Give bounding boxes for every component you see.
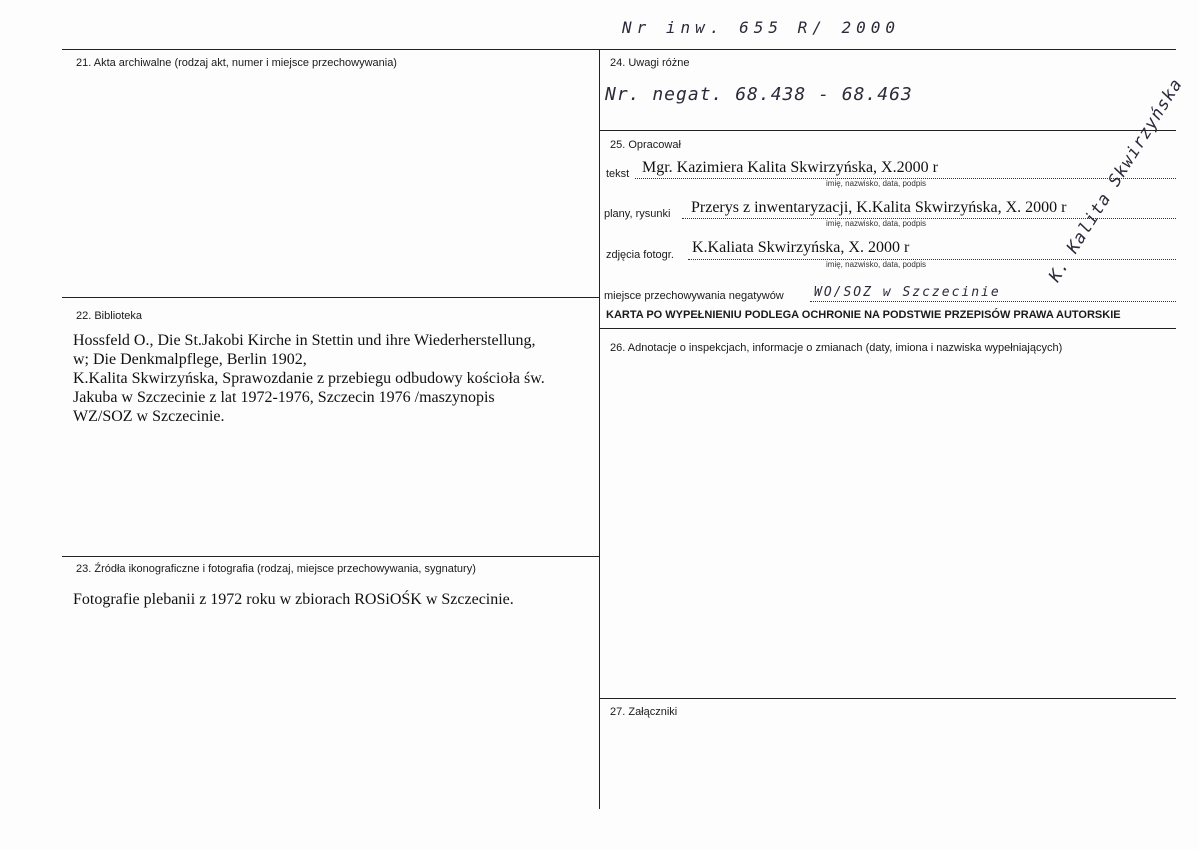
negatives-location-dotline bbox=[810, 301, 1176, 302]
section-24-label: 24. Uwagi różne bbox=[610, 57, 690, 69]
signature: K. Kalita Skwirzyńska bbox=[1045, 74, 1187, 286]
bibliography-line: Hossfeld O., Die St.Jakobi Kirche in Stettin und ihre Wiederherstellung, bbox=[73, 332, 536, 349]
section-23-label: 23. Źródła ikonograficzne i fotografia (rodzaj, miejsce przechowywania, sygnatury) bbox=[76, 563, 476, 575]
negatives-location-label: miejsce przechowywania negatywów bbox=[604, 290, 784, 302]
section-26-label: 26. Adnotacje o inspekcjach, informacje o zmianach (daty, imiona i nazwiska wypełniających) bbox=[610, 342, 1063, 354]
bibliography-line: w; Die Denkmalpflege, Berlin 1902, bbox=[73, 351, 307, 368]
text-row-sublabel: imię, nazwisko, data, podpis bbox=[826, 179, 927, 188]
rule-21-22 bbox=[62, 297, 599, 298]
plans-row-sublabel: imię, nazwisko, data, podpis bbox=[826, 219, 927, 228]
plans-row-label: plany, rysunki bbox=[604, 208, 671, 220]
negatives-number-handwritten: Nr. negat. 68.438 - 68.463 bbox=[605, 84, 913, 105]
text-row-label: tekst bbox=[606, 168, 630, 180]
photos-row-sublabel: imię, nazwisko, data, podpis bbox=[826, 260, 927, 269]
bibliography-line: Jakuba w Szczecinie z lat 1972-1976, Szczecin 1976 /maszynopis bbox=[73, 389, 495, 406]
bibliography-line: WZ/SOZ w Szczecinie. bbox=[73, 408, 225, 425]
inventory-note: Nr inw. 655 R/ 2000 bbox=[622, 18, 901, 37]
rule-25-26 bbox=[599, 328, 1176, 329]
rule-26-27 bbox=[599, 698, 1176, 699]
section-22-label: 22. Biblioteka bbox=[76, 310, 143, 322]
photos-row-label: zdjęcia fotogr. bbox=[606, 249, 674, 261]
center-divider bbox=[599, 49, 600, 809]
photos-row-dotline bbox=[688, 259, 1176, 260]
rule-24-25 bbox=[599, 130, 1176, 131]
bibliography-line: K.Kalita Skwirzyńska, Sprawozdanie z przebiegu odbudowy kościoła św. bbox=[73, 370, 545, 387]
plans-row-value: Przerys z inwentaryzacji, K.Kalita Skwirzyńska, X. 2000 r bbox=[691, 199, 1067, 216]
section-21-label: 21. Akta archiwalne (rodzaj akt, numer i miejsce przechowywania) bbox=[76, 57, 397, 69]
photos-row-value: K.Kaliata Skwirzyńska, X. 2000 r bbox=[692, 239, 910, 256]
top-rule bbox=[62, 49, 1176, 50]
copyright-notice: KARTA PO WYPEŁNIENIU PODLEGA OCHRONIE NA PODSTWIE PRZEPISÓW PRAWA AUTORSKIE bbox=[606, 309, 1121, 321]
section-27-label: 27. Załączniki bbox=[610, 706, 678, 718]
rule-22-23 bbox=[62, 556, 599, 557]
bibliography-text bbox=[73, 331, 545, 426]
section-25-label: 25. Opracował bbox=[610, 139, 681, 151]
negatives-location-value: WO/SOZ w Szczecinie bbox=[814, 285, 1001, 300]
iconography-text: Fotografie plebanii z 1972 roku w zbiorach ROSiOŚK w Szczecinie. bbox=[73, 591, 514, 608]
text-row-value: Mgr. Kazimiera Kalita Skwirzyńska, X.2000 r bbox=[642, 159, 938, 176]
